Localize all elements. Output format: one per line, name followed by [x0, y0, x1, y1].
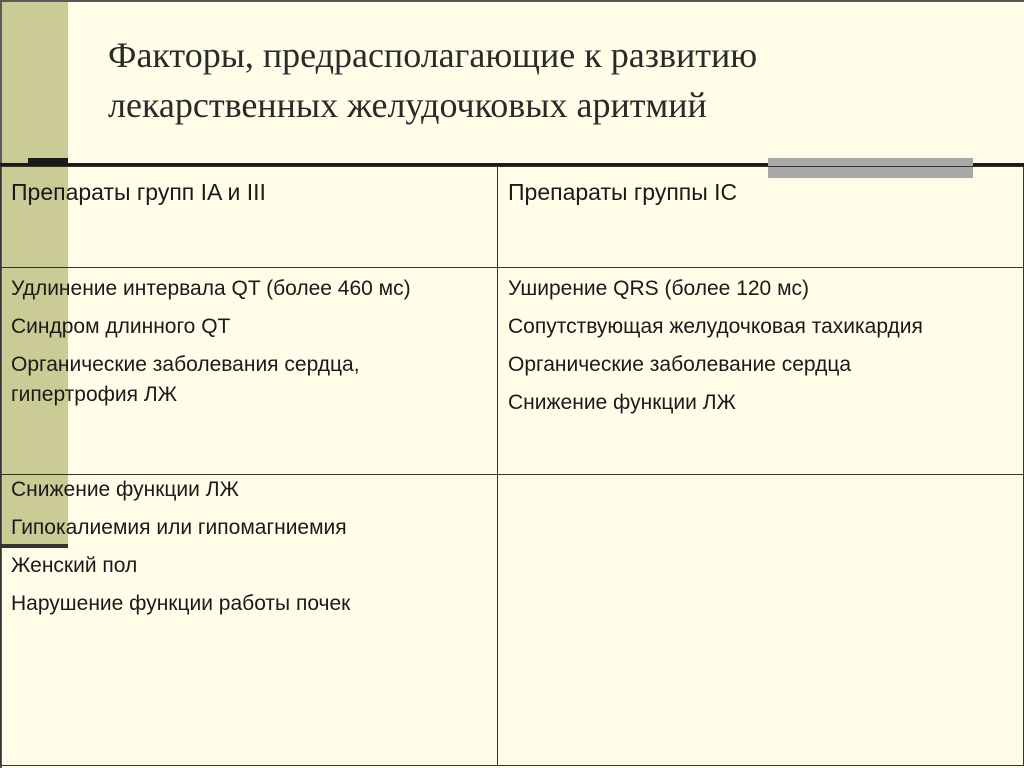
- list-item: Органические заболевания сердца, гипертрофия ЛЖ: [11, 353, 360, 406]
- list-item: Снижение функции ЛЖ: [508, 391, 736, 414]
- table-row: [1, 268, 1024, 475]
- list-item: Нарушение функции работы почек: [11, 592, 351, 615]
- table-header-row: [1, 167, 1024, 268]
- list-item: Уширение QRS (более 120 мс): [508, 277, 810, 300]
- factors-table: [0, 166, 1024, 766]
- lower-accent-notch: [0, 544, 68, 548]
- list-item: Гипокалиемия или гипомагниемия: [11, 516, 347, 539]
- list-item: Удлинение интервала QT (более 460 мс): [11, 277, 411, 300]
- table-row: [1, 475, 1024, 766]
- frame-top-border: [0, 0, 1024, 2]
- header-cell-ia-iii: Препараты групп IA и III: [1, 167, 498, 268]
- table-cell: [1, 268, 498, 475]
- table-cell: [1, 475, 498, 766]
- table-cell: [498, 268, 1024, 475]
- table-cell-empty: [498, 475, 1024, 766]
- list-item: Снижение функции ЛЖ: [11, 478, 239, 501]
- list-item: Синдром длинного QT: [11, 315, 231, 338]
- list-item: Органические заболевание сердца: [508, 353, 852, 376]
- header-cell-ic: Препараты группы IC: [498, 167, 1024, 268]
- list-item: Сопутствующая желудочковая тахикардия: [508, 315, 923, 338]
- list-item: Женский пол: [11, 554, 138, 577]
- slide-title: Факторы, предрасполагающие к развитию лекарственных желудочковых аритмий: [108, 35, 758, 125]
